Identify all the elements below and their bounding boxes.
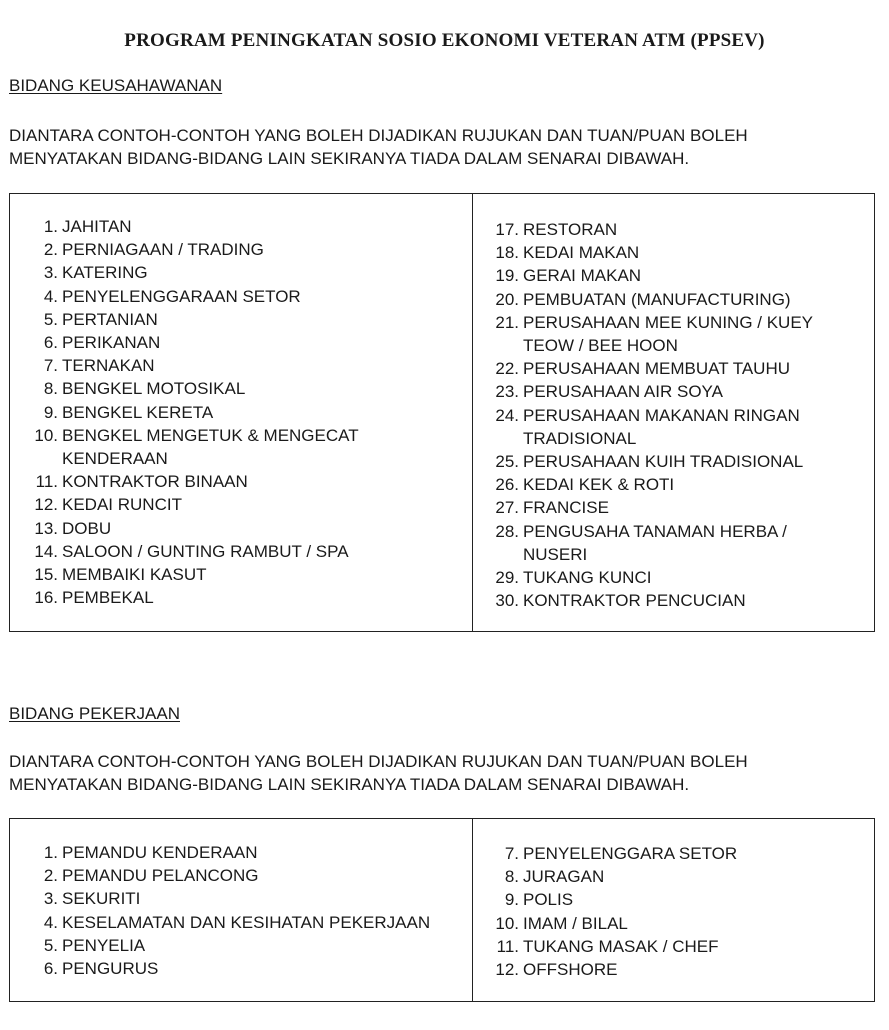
list-column-left <box>30 841 430 980</box>
list-item-number: 13. <box>34 518 58 538</box>
list-item <box>30 215 359 238</box>
list-item-text: OFFSHORE <box>523 960 618 980</box>
list-item <box>30 841 430 864</box>
list-item-text: PENYELENGGARA SETOR <box>523 844 738 863</box>
list-item <box>491 958 737 981</box>
list-item-number: 22. <box>495 359 519 379</box>
list-item-text: KONTRAKTOR PENCUCIAN <box>523 591 746 611</box>
list-item-number: 3. <box>43 263 58 283</box>
list-item <box>491 311 813 357</box>
list-item <box>491 912 737 935</box>
list-item <box>491 404 813 450</box>
list-item-text: KEDAI MAKAN <box>523 243 640 263</box>
section-heading-keusahawanan: BIDANG KEUSAHAWANAN <box>9 76 223 95</box>
intro-line: DIANTARA CONTOH-CONTOH YANG BOLEH DIJADIKAN RUJUKAN DAN TUAN/PUAN BOLEH <box>9 126 748 145</box>
list-item-number: 25. <box>495 452 519 472</box>
list-item <box>491 218 813 241</box>
list-item <box>30 424 359 470</box>
list-item-number: 8. <box>43 379 58 399</box>
list-item-number: 7. <box>43 356 58 376</box>
list-item <box>491 450 813 473</box>
list-item <box>491 357 813 380</box>
list-item <box>30 377 359 400</box>
list-item-number: 4. <box>43 912 58 932</box>
list-item-text: DOBU <box>62 518 112 538</box>
list-item-number: 20. <box>495 289 519 309</box>
list-item-text-continued: NUSERI <box>523 544 588 564</box>
list-item <box>30 911 430 934</box>
section-intro-keusahawanan <box>9 124 748 170</box>
list-item-number: 6. <box>43 333 58 353</box>
list-item <box>30 285 359 308</box>
list-item-text: IMAM / BILAL <box>523 913 628 933</box>
list-item-number: 11. <box>35 472 58 492</box>
list-item <box>30 238 359 261</box>
list-item-text: PENYELENGGARAAN SETOR <box>62 286 301 306</box>
list-item-number: 5. <box>43 935 58 955</box>
list-item-text: PEMANDU PELANCONG <box>62 866 259 886</box>
list-item-number: 12. <box>495 960 519 980</box>
list-item-number: 27. <box>495 498 519 518</box>
list-item-text: PERUSAHAAN MAKANAN RINGAN <box>523 405 800 425</box>
list-item-text: BENGKEL KERETA <box>62 402 214 422</box>
list-item-text: FRANCISE <box>523 498 609 518</box>
list-item-number: 3. <box>43 889 58 909</box>
list-item-number: 9. <box>504 890 519 910</box>
list-item-number: 8. <box>504 867 519 887</box>
list-item <box>30 540 359 563</box>
list-item-number: 1. <box>43 217 58 236</box>
list-item-text: PENGURUS <box>62 959 159 979</box>
list-item <box>30 934 430 957</box>
list-item-number: 26. <box>495 475 519 495</box>
list-item-text: TUKANG MASAK / CHEF <box>523 936 719 956</box>
list-item <box>491 241 813 264</box>
list-item-number: 11. <box>496 936 519 956</box>
list-item-text: TUKANG KUNCI <box>523 568 652 588</box>
list-item-number: 23. <box>495 382 519 402</box>
list-item-number: 5. <box>43 309 58 329</box>
list-item-text: POLIS <box>523 890 574 910</box>
list-item-number: 14. <box>34 541 58 561</box>
list-item-number: 21. <box>495 312 519 332</box>
page-title: PROGRAM PENINGKATAN SOSIO EKONOMI VETERAN ATM (PPSEV) <box>124 30 765 51</box>
list-item-text: PERIKANAN <box>62 333 161 353</box>
list-item-number: 15. <box>34 565 58 585</box>
list-item <box>30 470 359 493</box>
list-item-number: 28. <box>495 521 519 541</box>
list-item-text: KEDAI RUNCIT <box>62 495 182 515</box>
list-item-number: 12. <box>34 495 58 515</box>
list-item-number: 16. <box>34 588 58 608</box>
list-item <box>30 261 359 284</box>
list-item-text-continued: TEOW / BEE HOON <box>523 336 678 356</box>
list-box-keusahawanan <box>9 193 875 632</box>
list-item <box>491 888 737 911</box>
list-item-text: TERNAKAN <box>62 356 155 376</box>
list-item <box>30 331 359 354</box>
list-column-right <box>491 842 737 981</box>
list-item-text: KESELAMATAN DAN KESIHATAN PEKERJAAN <box>62 912 431 932</box>
list-item <box>491 496 813 519</box>
list-item <box>30 517 359 540</box>
list-item-text: PERUSAHAAN KUIH TRADISIONAL <box>523 452 804 472</box>
list-item-text: PERNIAGAAN / TRADING <box>62 240 264 260</box>
list-item-number: 10. <box>34 425 58 445</box>
section-heading-pekerjaan: BIDANG PEKERJAAN <box>9 704 180 723</box>
list-item <box>491 473 813 496</box>
list-item-number: 9. <box>43 402 58 422</box>
list-item-number: 7. <box>504 844 519 863</box>
list-item-text: KEDAI KEK & ROTI <box>523 475 675 495</box>
list-item-text: KATERING <box>62 263 148 283</box>
list-item <box>491 380 813 403</box>
intro-line: MENYATAKAN BIDANG-BIDANG LAIN SEKIRANYA TIADA DALAM SENARAI DIBAWAH. <box>9 149 690 168</box>
list-item <box>491 288 813 311</box>
list-item <box>30 887 430 910</box>
list-item-text: PERUSAHAAN MEE KUNING / KUEY <box>523 312 814 332</box>
list-item-text: SALOON / GUNTING RAMBUT / SPA <box>62 541 349 561</box>
list-item-text: BENGKEL MENGETUK & MENGECAT <box>62 425 359 445</box>
list-item <box>491 264 813 287</box>
list-item-number: 17. <box>495 220 519 239</box>
list-item <box>30 354 359 377</box>
list-item-text: GERAI MAKAN <box>523 266 642 286</box>
list-item-number: 29. <box>495 568 519 588</box>
list-column-right <box>491 218 813 612</box>
list-item-number: 4. <box>43 286 58 306</box>
list-item-text: PENYELIA <box>62 935 146 955</box>
list-item <box>30 308 359 331</box>
list-item-number: 19. <box>495 266 519 286</box>
list-item <box>491 842 737 865</box>
list-item-number: 30. <box>495 591 519 611</box>
list-item-text: PENGUSAHA TANAMAN HERBA / <box>523 521 787 541</box>
list-item-text: SEKURITI <box>62 889 141 909</box>
list-item-text: JAHITAN <box>62 217 132 236</box>
list-item-text: PEMBUATAN (MANUFACTURING) <box>523 289 791 309</box>
list-item-number: 6. <box>43 959 58 979</box>
list-item-text: RESTORAN <box>523 220 618 239</box>
list-item-number: 10. <box>495 913 519 933</box>
column-divider <box>472 194 473 631</box>
list-item-text: PERUSAHAAN MEMBUAT TAUHU <box>523 359 791 379</box>
list-item-number: 18. <box>495 243 519 263</box>
list-item-text: PERTANIAN <box>62 309 158 329</box>
list-item <box>491 865 737 888</box>
list-item-text: KONTRAKTOR BINAAN <box>62 472 248 492</box>
list-item-text: PEMBEKAL <box>62 588 154 608</box>
list-item-number: 24. <box>495 405 519 425</box>
list-item-text-continued: TRADISIONAL <box>523 428 637 448</box>
intro-line: DIANTARA CONTOH-CONTOH YANG BOLEH DIJADIKAN RUJUKAN DAN TUAN/PUAN BOLEH <box>9 752 748 771</box>
list-item-text: BENGKEL MOTOSIKAL <box>62 379 246 399</box>
list-item <box>30 586 359 609</box>
list-item <box>491 520 813 566</box>
list-item-text: JURAGAN <box>523 867 605 887</box>
list-item <box>491 935 737 958</box>
list-item-number: 2. <box>43 866 58 886</box>
list-item-text-continued: KENDERAAN <box>62 449 168 469</box>
list-item <box>30 957 430 980</box>
intro-line: MENYATAKAN BIDANG-BIDANG LAIN SEKIRANYA TIADA DALAM SENARAI DIBAWAH. <box>9 775 690 794</box>
list-item <box>30 493 359 516</box>
list-item-text: PEMANDU KENDERAAN <box>62 843 258 862</box>
list-item-number: 1. <box>43 843 58 862</box>
list-item-number: 2. <box>43 240 58 260</box>
list-box-pekerjaan <box>9 818 875 1002</box>
list-item <box>491 566 813 589</box>
list-item <box>30 864 430 887</box>
list-item <box>30 563 359 586</box>
section-intro-pekerjaan <box>9 750 748 796</box>
column-divider <box>472 819 473 1001</box>
list-item-text: PERUSAHAAN AIR SOYA <box>523 382 723 402</box>
list-column-left <box>30 215 359 609</box>
list-item <box>491 589 813 612</box>
list-item <box>30 401 359 424</box>
list-item-text: MEMBAIKI KASUT <box>62 565 207 585</box>
